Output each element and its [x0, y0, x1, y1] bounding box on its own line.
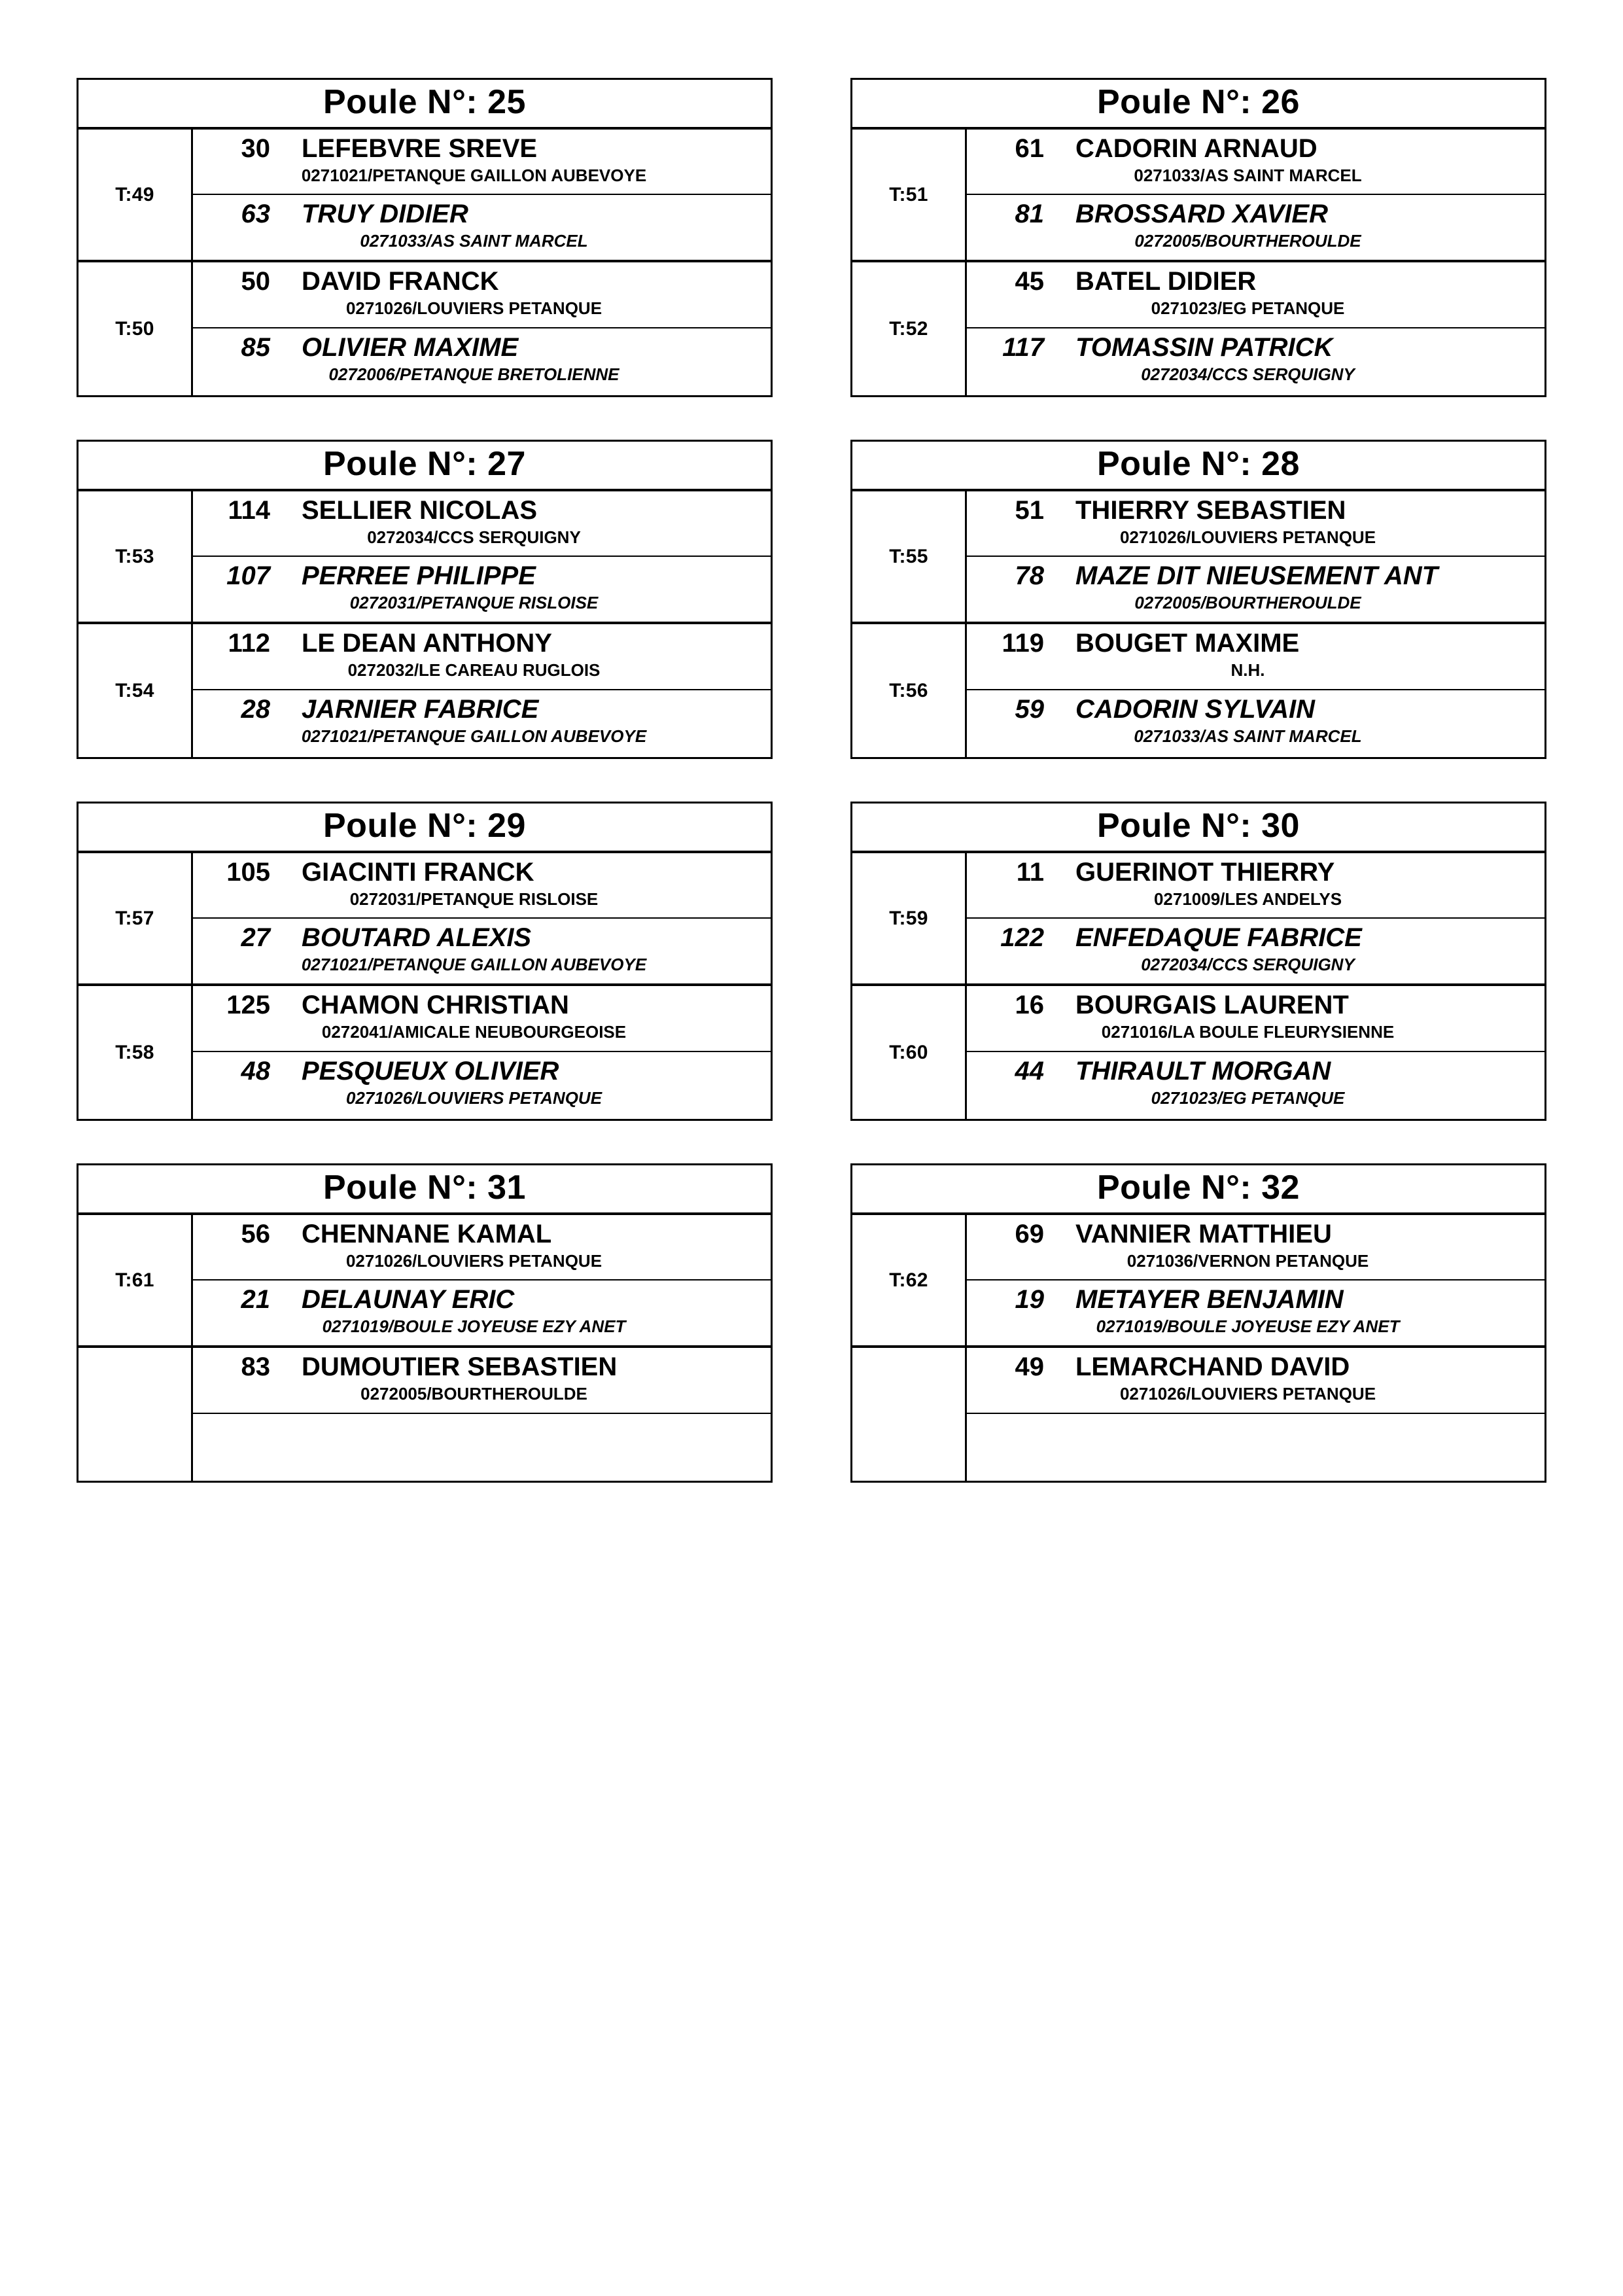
terrain-label: T:62	[852, 1215, 967, 1345]
player-row	[193, 195, 771, 260]
player-main-line	[193, 694, 771, 724]
match-group	[79, 1215, 771, 1348]
poule-card	[77, 78, 773, 397]
player-row	[967, 1280, 1544, 1345]
player-name: CADORIN ARNAUD	[1075, 134, 1318, 163]
player-main-line	[193, 923, 771, 953]
match-group	[852, 986, 1544, 1119]
poule-body	[79, 130, 771, 395]
player-club: 0271021/PETANQUE GAILLON AUBEVOYE	[301, 166, 647, 185]
player-name: VANNIER MATTHIEU	[1075, 1220, 1332, 1248]
match-group	[852, 1348, 1544, 1481]
player-number: 28	[241, 695, 270, 724]
player-club: 0271026/LOUVIERS PETANQUE	[345, 1251, 602, 1271]
player-name: TOMASSIN PATRICK	[1075, 333, 1333, 362]
match-group	[852, 262, 1544, 395]
player-number: 59	[1015, 695, 1044, 724]
player-number: 48	[241, 1057, 270, 1086]
player-row	[193, 262, 771, 328]
player-main-line	[967, 990, 1544, 1020]
player-club: 0272032/LE CAREAU RUGLOIS	[347, 660, 601, 680]
players-column	[193, 853, 771, 983]
player-number: 27	[241, 923, 270, 952]
player-row	[967, 1348, 1544, 1414]
player-name: BOUTARD ALEXIS	[302, 923, 532, 952]
poule-body	[852, 853, 1544, 1119]
terrain-label: T:54	[79, 624, 193, 757]
player-row	[967, 624, 1544, 690]
player-row	[193, 557, 771, 622]
player-name: PERREE PHILIPPE	[302, 561, 536, 590]
player-row	[967, 491, 1544, 557]
player-row	[193, 1414, 771, 1480]
poule-body	[79, 491, 771, 757]
poule-body	[79, 853, 771, 1119]
player-club: N.H.	[1230, 660, 1265, 680]
player-name: METAYER BENJAMIN	[1075, 1284, 1344, 1314]
player-name: MAZE DIT NIEUSEMENT ANT	[1075, 561, 1439, 590]
player-main-line	[967, 561, 1544, 591]
player-name: LEMARCHAND DAVID	[1075, 1352, 1350, 1381]
player-number: 119	[1002, 629, 1044, 658]
poule-title: Poule N°: 25	[79, 80, 771, 130]
player-main-line	[967, 694, 1544, 724]
player-name: BOURGAIS LAURENT	[1075, 991, 1349, 1019]
player-number: 61	[1015, 134, 1044, 163]
terrain-label: T:51	[852, 130, 967, 260]
player-main-line	[967, 628, 1544, 658]
player-row	[193, 1348, 771, 1414]
player-number: 117	[1002, 333, 1044, 362]
player-main-line	[193, 495, 771, 525]
player-club: 0271021/PETANQUE GAILLON AUBEVOYE	[301, 726, 647, 746]
match-group	[79, 624, 771, 757]
player-number: 122	[1000, 923, 1044, 952]
player-main-line	[967, 332, 1544, 362]
player-row	[193, 1215, 771, 1280]
player-club: 0271009/LES ANDELYS	[1153, 889, 1342, 909]
players-column	[193, 491, 771, 622]
terrain-label: T:56	[852, 624, 967, 757]
player-main-line	[193, 857, 771, 887]
players-column	[193, 624, 771, 757]
player-main-line	[193, 1219, 771, 1249]
player-main-line	[193, 990, 771, 1020]
poule-body	[852, 491, 1544, 757]
player-name: DELAUNAY ERIC	[302, 1284, 515, 1314]
player-main-line	[967, 1284, 1544, 1315]
player-club: 0272034/CCS SERQUIGNY	[1141, 954, 1355, 974]
match-group	[79, 262, 771, 395]
player-row	[967, 853, 1544, 919]
player-row	[193, 130, 771, 195]
player-club: 0272005/BOURTHEROULDE	[1134, 592, 1361, 612]
player-number: 21	[241, 1284, 270, 1314]
player-main-line	[967, 266, 1544, 296]
player-name: DAVID FRANCK	[302, 267, 499, 296]
player-row	[193, 986, 771, 1052]
match-group	[852, 491, 1544, 624]
player-name: GUERINOT THIERRY	[1075, 858, 1335, 887]
player-row	[193, 624, 771, 690]
player-main-line	[967, 1352, 1544, 1382]
poule-card	[850, 802, 1546, 1121]
players-column	[967, 624, 1544, 757]
player-name: BOUGET MAXIME	[1075, 629, 1300, 658]
player-main-line	[193, 266, 771, 296]
poule-title: Poule N°: 31	[79, 1165, 771, 1215]
player-club: 0271033/AS SAINT MARCEL	[1134, 166, 1362, 185]
player-club: 0272005/BOURTHEROULDE	[360, 1384, 587, 1404]
player-name: DUMOUTIER SEBASTIEN	[302, 1352, 618, 1381]
match-group	[79, 130, 771, 262]
player-club: 0271016/LA BOULE FLEURYSIENNE	[1101, 1022, 1395, 1042]
poule-card	[850, 440, 1546, 759]
player-main-line	[193, 1352, 771, 1382]
player-club: 0272031/PETANQUE RISLOISE	[349, 592, 599, 612]
poule-title: Poule N°: 27	[79, 442, 771, 491]
players-column	[967, 1215, 1544, 1345]
player-number: 81	[1015, 199, 1044, 228]
player-row	[967, 1215, 1544, 1280]
players-column	[967, 491, 1544, 622]
poule-card	[850, 78, 1546, 397]
player-club: 0272006/PETANQUE BRETOLIENNE	[328, 364, 620, 384]
match-group	[79, 986, 771, 1119]
terrain-label: T:59	[852, 853, 967, 983]
match-group	[852, 624, 1544, 757]
player-main-line	[967, 923, 1544, 953]
player-number: 51	[1015, 496, 1044, 525]
players-column	[967, 262, 1544, 395]
player-row	[193, 1280, 771, 1345]
terrain-label: T:58	[79, 986, 193, 1119]
player-name: LE DEAN ANTHONY	[302, 629, 552, 658]
terrain-label: T:49	[79, 130, 193, 260]
poules-grid	[77, 78, 1545, 1483]
player-club: 0271033/AS SAINT MARCEL	[1134, 726, 1362, 746]
terrain-label	[852, 1348, 967, 1481]
player-main-line	[967, 133, 1544, 164]
player-number: 69	[1015, 1220, 1044, 1248]
terrain-label: T:55	[852, 491, 967, 622]
player-club: 0272034/CCS SERQUIGNY	[367, 527, 581, 547]
match-group	[852, 853, 1544, 986]
player-name: CHAMON CHRISTIAN	[302, 991, 569, 1019]
poule-title: Poule N°: 28	[852, 442, 1544, 491]
player-main-line	[193, 561, 771, 591]
poule-body	[852, 1215, 1544, 1481]
player-number: 16	[1015, 991, 1044, 1019]
player-main-line	[967, 199, 1544, 229]
player-number: 112	[228, 629, 270, 658]
player-row	[193, 328, 771, 395]
players-column	[193, 262, 771, 395]
player-club: 0272005/BOURTHEROULDE	[1134, 230, 1361, 251]
player-number: 56	[241, 1220, 270, 1248]
poule-card	[77, 1163, 773, 1483]
player-row	[967, 986, 1544, 1052]
player-main-line	[967, 495, 1544, 525]
players-column	[193, 986, 771, 1119]
player-number: 78	[1015, 561, 1044, 590]
terrain-label: T:61	[79, 1215, 193, 1345]
player-number: 44	[1015, 1057, 1044, 1086]
player-row	[967, 557, 1544, 622]
match-group	[852, 130, 1544, 262]
players-column	[193, 130, 771, 260]
terrain-label: T:57	[79, 853, 193, 983]
player-name: LEFEBVRE SREVE	[302, 134, 538, 163]
player-name: CHENNANE KAMAL	[302, 1220, 552, 1248]
players-column	[967, 130, 1544, 260]
terrain-label: T:52	[852, 262, 967, 395]
player-number: 105	[226, 858, 270, 887]
match-group	[79, 491, 771, 624]
players-column	[193, 1348, 771, 1481]
player-main-line	[193, 199, 771, 229]
terrain-label: T:50	[79, 262, 193, 395]
player-number: 114	[228, 496, 270, 525]
player-number: 11	[1016, 858, 1044, 887]
match-group	[79, 1348, 771, 1481]
players-column	[967, 1348, 1544, 1481]
player-club: 0271023/EG PETANQUE	[1151, 1088, 1345, 1108]
player-club: 0271036/VERNON PETANQUE	[1126, 1251, 1369, 1271]
poule-title: Poule N°: 30	[852, 804, 1544, 853]
player-club: 0272034/CCS SERQUIGNY	[1141, 364, 1355, 384]
player-row	[967, 690, 1544, 756]
player-number: 49	[1015, 1352, 1044, 1381]
player-number: 85	[241, 333, 270, 362]
terrain-label: T:53	[79, 491, 193, 622]
terrain-label	[79, 1348, 193, 1481]
player-row	[193, 853, 771, 919]
player-name: SELLIER NICOLAS	[302, 496, 538, 525]
poule-title: Poule N°: 26	[852, 80, 1544, 130]
player-number: 125	[226, 991, 270, 1019]
players-column	[967, 853, 1544, 983]
player-row	[967, 130, 1544, 195]
player-club: 0271033/AS SAINT MARCEL	[360, 230, 588, 251]
player-number: 50	[241, 267, 270, 296]
player-main-line	[967, 1056, 1544, 1086]
player-row	[193, 491, 771, 557]
poule-title: Poule N°: 32	[852, 1165, 1544, 1215]
player-row	[193, 690, 771, 756]
player-number: 107	[226, 561, 270, 590]
player-row	[193, 919, 771, 983]
poule-title: Poule N°: 29	[79, 804, 771, 853]
player-name: ENFEDAQUE FABRICE	[1075, 923, 1362, 952]
player-row	[967, 919, 1544, 983]
player-main-line	[967, 857, 1544, 887]
player-main-line	[193, 133, 771, 164]
player-number: 45	[1015, 267, 1044, 296]
poule-card	[850, 1163, 1546, 1483]
player-club: 0271026/LOUVIERS PETANQUE	[345, 298, 602, 318]
players-column	[967, 986, 1544, 1119]
player-number: 63	[241, 199, 270, 228]
player-name: THIERRY SEBASTIEN	[1075, 496, 1346, 525]
player-club: 0271019/BOULE JOYEUSE EZY ANET	[1096, 1316, 1400, 1336]
player-row	[967, 328, 1544, 395]
player-row	[193, 1052, 771, 1118]
player-club: 0271026/LOUVIERS PETANQUE	[1119, 1384, 1376, 1404]
player-name: BROSSARD XAVIER	[1075, 199, 1328, 228]
match-group	[79, 853, 771, 986]
player-name: CADORIN SYLVAIN	[1075, 695, 1315, 724]
player-club: 0271026/LOUVIERS PETANQUE	[345, 1088, 602, 1108]
player-number: 83	[241, 1352, 270, 1381]
player-row	[967, 1052, 1544, 1118]
player-name: OLIVIER MAXIME	[302, 333, 519, 362]
player-club: 0271026/LOUVIERS PETANQUE	[1119, 527, 1376, 547]
player-main-line	[193, 332, 771, 362]
player-main-line	[967, 1219, 1544, 1249]
player-row	[967, 262, 1544, 328]
poule-body	[852, 130, 1544, 395]
player-club: 0272041/AMICALE NEUBOURGEOISE	[321, 1022, 627, 1042]
player-club: 0271023/EG PETANQUE	[1151, 298, 1345, 318]
player-club: 0272031/PETANQUE RISLOISE	[349, 889, 599, 909]
player-name: PESQUEUX OLIVIER	[302, 1057, 559, 1086]
player-name: TRUY DIDIER	[302, 199, 468, 228]
player-main-line	[193, 1056, 771, 1086]
player-name: JARNIER FABRICE	[302, 695, 539, 724]
poule-card	[77, 802, 773, 1121]
player-name: BATEL DIDIER	[1075, 267, 1257, 296]
player-club: 0271019/BOULE JOYEUSE EZY ANET	[322, 1316, 626, 1336]
player-row	[967, 1414, 1544, 1480]
player-row	[967, 195, 1544, 260]
players-column	[193, 1215, 771, 1345]
player-name: THIRAULT MORGAN	[1075, 1057, 1331, 1086]
poule-body	[79, 1215, 771, 1481]
poule-card	[77, 440, 773, 759]
player-main-line	[193, 1284, 771, 1315]
player-main-line	[193, 628, 771, 658]
player-number: 19	[1015, 1284, 1044, 1314]
player-club: 0271021/PETANQUE GAILLON AUBEVOYE	[301, 954, 647, 974]
match-group	[852, 1215, 1544, 1348]
player-number: 30	[241, 134, 270, 163]
player-name: GIACINTI FRANCK	[302, 858, 534, 887]
terrain-label: T:60	[852, 986, 967, 1119]
